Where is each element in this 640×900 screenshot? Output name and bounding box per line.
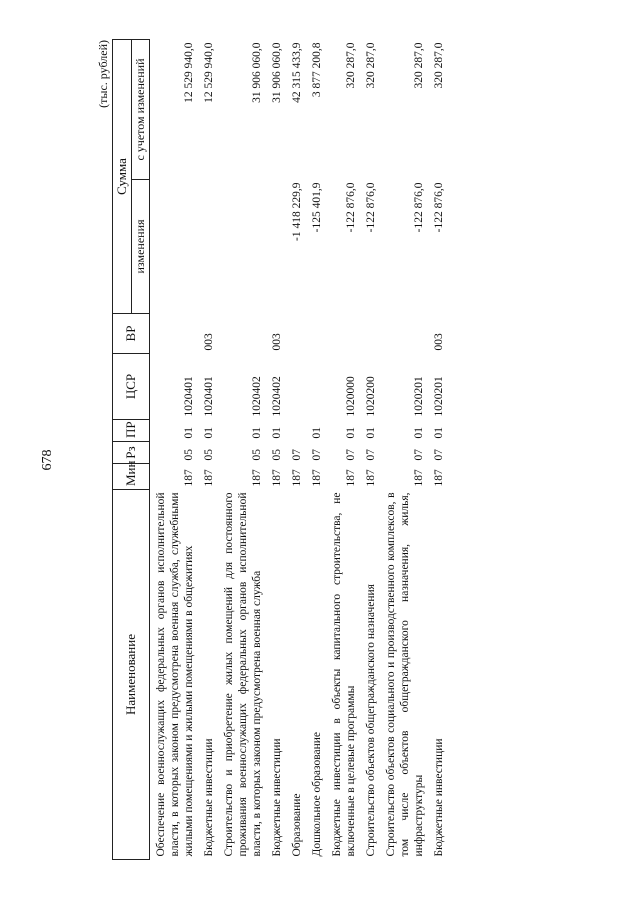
rotated-page <box>94 40 614 860</box>
cell-change: -125 401,9 <box>311 182 323 233</box>
cell-total: 31 906 060,0 <box>251 42 263 103</box>
cell-change <box>218 180 266 314</box>
cell-csr <box>306 354 326 420</box>
cell-name: Бюджетные инвестиции в объекты капитального строительства, не включенные в целевые программы <box>331 492 357 857</box>
cell-name: Обеспечение военнослужащих федеральных органов исполнительной власти, в которых законом предусмотрена военная служба, служебными жилыми помещениями и жилыми помещениями в общежитиях <box>155 492 195 857</box>
table-body <box>150 40 449 860</box>
cell-name: Строительство объектов общегражданского назначения <box>365 584 377 857</box>
cell-pr: 01 <box>183 427 195 439</box>
cell-total: 320 287,0 <box>433 42 445 89</box>
cell-min: 187 <box>311 469 323 487</box>
header-with-changes: с учетом изменений <box>132 40 150 180</box>
cell-change: -1 418 229,9 <box>291 182 303 241</box>
cell-vr <box>380 314 428 354</box>
cell-csr: 1020000 <box>345 376 357 417</box>
cell-pr: 01 <box>311 427 323 439</box>
header-csr: ЦСР <box>113 354 150 420</box>
cell-total: 3 877 200,8 <box>311 42 323 98</box>
cell-total: 12 529 940,0 <box>183 42 195 103</box>
cell-rz: 07 <box>433 449 445 461</box>
cell-name: Бюджетные инвестиции <box>271 738 283 857</box>
table-row <box>306 40 326 860</box>
cell-vr <box>360 314 380 354</box>
cell-name: Строительство и приобретение жилых помещений для постоянного проживания военнослужащих федеральных органов исполнительной власти, в которых законом предусмотрена военная служба <box>223 492 263 857</box>
cell-pr: 01 <box>433 427 445 439</box>
cell-total: 42 315 433,9 <box>291 42 303 103</box>
cell-name: Строительство объектов социального и производственного комплексов, в том числе объектов общегражданского назначения, жилья, инфраструктуры <box>385 492 425 857</box>
header-rz: Рз <box>113 442 150 464</box>
cell-total: 12 529 940,0 <box>203 42 215 103</box>
cell-change: -122 876,0 <box>365 182 377 233</box>
header-pr: ПР <box>113 420 150 442</box>
cell-total: 31 906 060,0 <box>271 42 283 103</box>
cell-rz: 05 <box>271 449 283 461</box>
cell-csr: 1020401 <box>183 376 195 417</box>
budget-table <box>112 39 448 860</box>
cell-name: Бюджетные инвестиции <box>203 738 215 857</box>
cell-vr <box>306 314 326 354</box>
units-label: (тыс. рублей) <box>96 40 110 108</box>
cell-min: 187 <box>251 469 263 487</box>
cell-change <box>198 180 218 314</box>
cell-vr: 003 <box>271 333 283 351</box>
cell-csr: 1020402 <box>251 376 263 417</box>
cell-min: 187 <box>365 469 377 487</box>
cell-change <box>266 180 286 314</box>
cell-csr: 1020402 <box>271 376 283 417</box>
cell-change: -122 876,0 <box>345 182 357 233</box>
table-row <box>360 40 380 860</box>
cell-pr: 01 <box>345 427 357 439</box>
table-row <box>198 40 218 860</box>
table-row <box>150 40 199 860</box>
header-min: Мин <box>113 464 150 490</box>
cell-change <box>150 180 199 314</box>
table-row <box>218 40 266 860</box>
cell-csr: 1020200 <box>365 376 377 417</box>
cell-min: 187 <box>345 469 357 487</box>
cell-pr: 01 <box>203 427 215 439</box>
cell-pr: 01 <box>365 427 377 439</box>
header-sum: Сумма <box>113 40 132 314</box>
cell-rz: 07 <box>365 449 377 461</box>
cell-pr <box>286 420 306 442</box>
table-row <box>428 40 448 860</box>
cell-rz: 07 <box>413 449 425 461</box>
cell-min: 187 <box>291 469 303 487</box>
cell-vr <box>218 314 266 354</box>
cell-min: 187 <box>203 469 215 487</box>
cell-csr <box>286 354 306 420</box>
header-change: изменения <box>132 180 150 314</box>
cell-min: 187 <box>183 469 195 487</box>
cell-pr: 01 <box>251 427 263 439</box>
cell-rz: 07 <box>345 449 357 461</box>
cell-rz: 05 <box>203 449 215 461</box>
cell-change: -122 876,0 <box>433 182 445 233</box>
table-row <box>286 40 306 860</box>
table-row <box>326 40 360 860</box>
cell-rz: 07 <box>291 449 303 461</box>
cell-rz: 05 <box>183 449 195 461</box>
cell-min: 187 <box>413 469 425 487</box>
table-row <box>380 40 428 860</box>
cell-csr: 1020401 <box>203 376 215 417</box>
header-vr: ВР <box>113 314 150 354</box>
cell-vr <box>326 314 360 354</box>
cell-pr: 01 <box>413 427 425 439</box>
cell-vr: 003 <box>203 333 215 351</box>
cell-vr <box>286 314 306 354</box>
cell-vr: 003 <box>433 333 445 351</box>
cell-min: 187 <box>271 469 283 487</box>
cell-rz: 05 <box>251 449 263 461</box>
cell-pr: 01 <box>271 427 283 439</box>
cell-min: 187 <box>433 469 445 487</box>
cell-rz: 07 <box>311 449 323 461</box>
cell-name: Бюджетные инвестиции <box>433 738 445 857</box>
table-row <box>266 40 286 860</box>
cell-total: 320 287,0 <box>365 42 377 89</box>
cell-total: 320 287,0 <box>413 42 425 89</box>
cell-csr: 1020201 <box>413 376 425 417</box>
cell-vr <box>150 314 199 354</box>
cell-name: Дошкольное образование <box>311 731 323 857</box>
cell-csr: 1020201 <box>433 376 445 417</box>
cell-total: 320 287,0 <box>345 42 357 89</box>
cell-name: Образование <box>291 793 303 857</box>
header-name: Наименование <box>113 490 150 860</box>
page-number: 678 <box>40 449 55 471</box>
cell-change: -122 876,0 <box>413 182 425 233</box>
